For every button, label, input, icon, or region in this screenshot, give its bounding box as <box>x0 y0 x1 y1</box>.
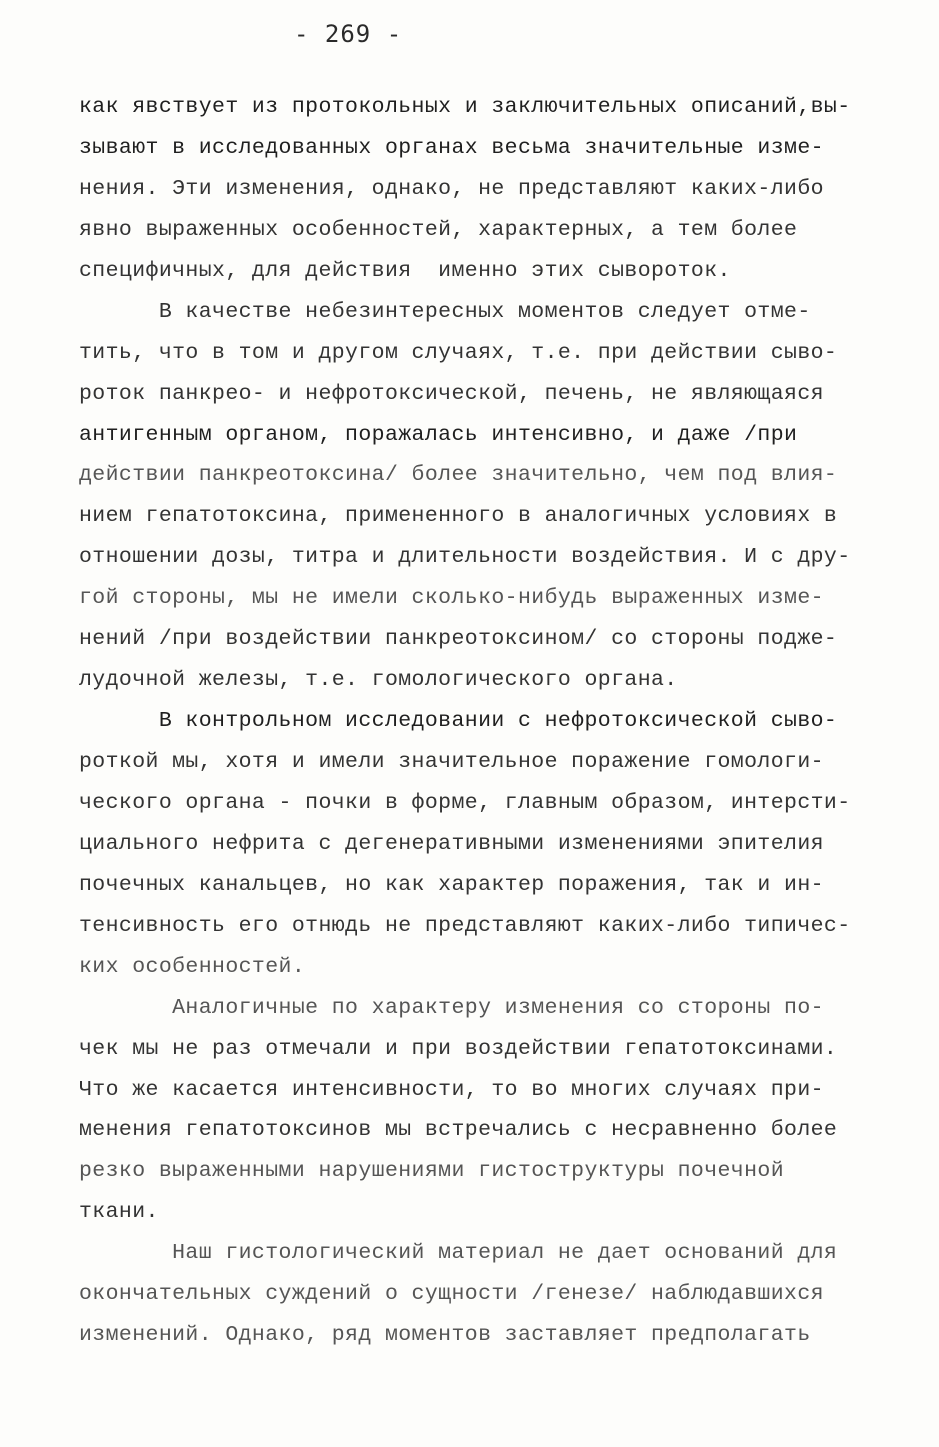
text-line: нения. Эти изменения, однако, не представляют каких-либо <box>79 176 824 201</box>
text-line: резко выраженными нарушениями гистоструктуры почечной <box>79 1159 785 1184</box>
text-line: изменений. Однако, ряд моментов заставляет предполагать <box>79 1323 811 1348</box>
text-line: В качестве небезинтересных моментов следует отме- <box>79 299 811 324</box>
text-line: циального нефрита с дегенеративными изменениями эпителия <box>79 831 824 856</box>
text-line: лудочной железы, т.е. гомологического органа. <box>79 668 678 693</box>
text-line: Что же касается интенсивности, то во многих случаях при- <box>79 1077 824 1102</box>
page-number: - 269 - <box>294 20 403 48</box>
text-line: зывают в исследованных органах весьма значительные изме- <box>79 135 824 160</box>
text-line: как явствует из протокольных и заключительных описаний,вы- <box>79 95 851 119</box>
text-line: ких особенностей. <box>79 954 306 979</box>
text-line: окончательных суждений о сущности /генезе/ наблюдавшихся <box>79 1282 824 1307</box>
text-line: почечных канальцев, но как характер поражения, так и ин- <box>79 872 824 897</box>
text-line: Аналогичные по характеру изменения со стороны по- <box>79 995 824 1020</box>
text-line: тенсивность его отнюдь не представляют каких-либо типичес- <box>79 913 851 938</box>
text-line: явно выраженных особенностей, характерных, а тем более <box>79 217 798 242</box>
text-line: В контрольном исследовании с нефротоксической сыво- <box>79 709 838 734</box>
text-line: гой стороны, мы не имели сколько-нибудь выраженных изме- <box>79 586 824 611</box>
text-line: роткой мы, хотя и имели значительное поражение гомологи- <box>79 750 824 774</box>
text-line: действии панкреотоксина/ более значительно, чем под влия- <box>79 463 838 488</box>
text-line: менения гепатотоксинов мы встречались с несравненно более <box>79 1118 838 1143</box>
text-line: отношении дозы, титра и длительности воздействия. И с дру- <box>79 545 851 570</box>
text-line: ческого органа - почки в форме, главным образом, интерсти- <box>79 790 851 815</box>
text-line: нений /при воздействии панкреотоксином/ со стороны подже- <box>79 627 838 652</box>
text-line: тить, что в том и другом случаях, т.е. при действии сыво- <box>79 340 838 365</box>
text-line: ткани. <box>79 1200 159 1225</box>
body-text <box>79 87 869 1356</box>
text-line: чек мы не раз отмечали и при воздействии гепатотоксинами. <box>79 1036 838 1061</box>
text-line: роток панкрео- и нефротоксической, печень, не являющаяся <box>79 381 824 406</box>
text-line: антигенным органом, поражалась интенсивно, и даже /при <box>79 422 798 447</box>
text-line: Наш гистологический материал не дает оснований для <box>79 1241 838 1266</box>
text-line: специфичных, для действия именно этих сывороток. <box>79 258 731 283</box>
text-line: нием гепатотоксина, примененного в аналогичных условиях в <box>79 504 838 529</box>
